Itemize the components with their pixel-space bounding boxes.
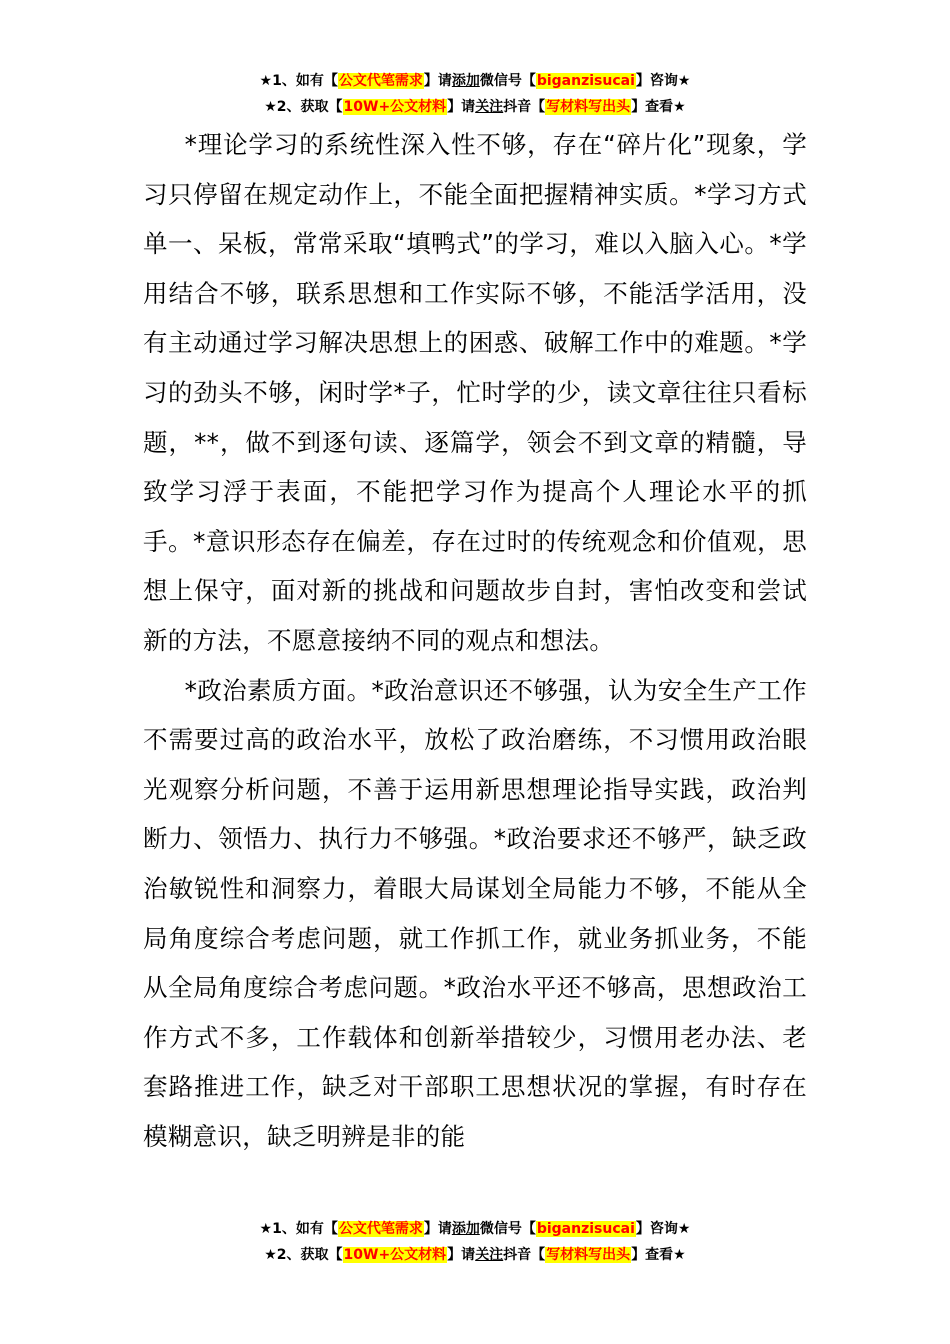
highlight-douyin-account: 写材料写出头 [546,99,631,115]
paragraph-theory-study: *理论学习的系统性深入性不够，存在“碎片化”现象，学习只停留在规定动作上，不能全面把握精神实质。*学习方式单一、呆板，常常采取“填鸭式”的学习，难以入脑入心。*学用结合不够，联系思想和工作实际不够，不能活学活用，没有主动通过学习解决思想上的困惑、破解工作中的难题。*学习的劲头不够，闲时学*子，忙时学的少，读文章往往只看标题，**，做不到逐句读、逐篇学，领会不到文章的精髓，导致学习浮于表面，不能把学习作为提高个人理论水平的抓手。*意识形态存在偏差，存在过时的传统观念和价值观，思想上保守，面对新的挑战和问题故步自封，害怕改变和尝试新的方法，不愿意接纳不同的观点和想法。 [143,130,807,655]
document-body [143,120,807,1161]
footer-banner-line-2: ★2、获取【10W+公文材料】请关注抖音【写材料写出头】查看★ [264,1247,686,1263]
header-banner-line-1: ★1、如有【公文代笔需求】请添加微信号【biganzisucai】咨询★ [259,73,691,89]
highlight-materials: 10W+公文材料 [343,99,447,115]
header-banner [0,68,950,120]
footer-banner-line-1: ★1、如有【公文代笔需求】请添加微信号【biganzisucai】咨询★ [259,1221,691,1237]
highlight-douyin-account: 写材料写出头 [546,1247,631,1263]
highlight-wechat-id: biganzisucai [536,73,635,89]
highlight-service: 公文代笔需求 [338,1221,423,1237]
highlight-service: 公文代笔需求 [338,73,423,89]
highlight-wechat-id: biganzisucai [536,1221,635,1237]
footer-banner [0,1216,950,1268]
highlight-materials: 10W+公文材料 [343,1247,447,1263]
header-banner-line-2: ★2、获取【10W+公文材料】请关注抖音【写材料写出头】查看★ [264,99,686,115]
paragraph-political-quality: *政治素质方面。*政治意识还不够强，认为安全生产工作不需要过高的政治水平，放松了政治磨练，不习惯用政治眼光观察分析问题，不善于运用新思想理论指导实践，政治判断力、领悟力、执行力不够强。*政治要求还不够严，缺乏政治敏锐性和洞察力，着眼大局谋划全局能力不够，不能从全局角度综合考虑问题，就工作抓工作，就业务抓业务，不能从全局角度综合考虑问题。*政治水平还不够高，思想政治工作方式不多，工作载体和创新举措较少，习惯用老办法、老套路推进工作，缺乏对干部职工思想状况的掌握，有时存在模糊意识，缺乏明辨是非的能 [143,675,807,1151]
